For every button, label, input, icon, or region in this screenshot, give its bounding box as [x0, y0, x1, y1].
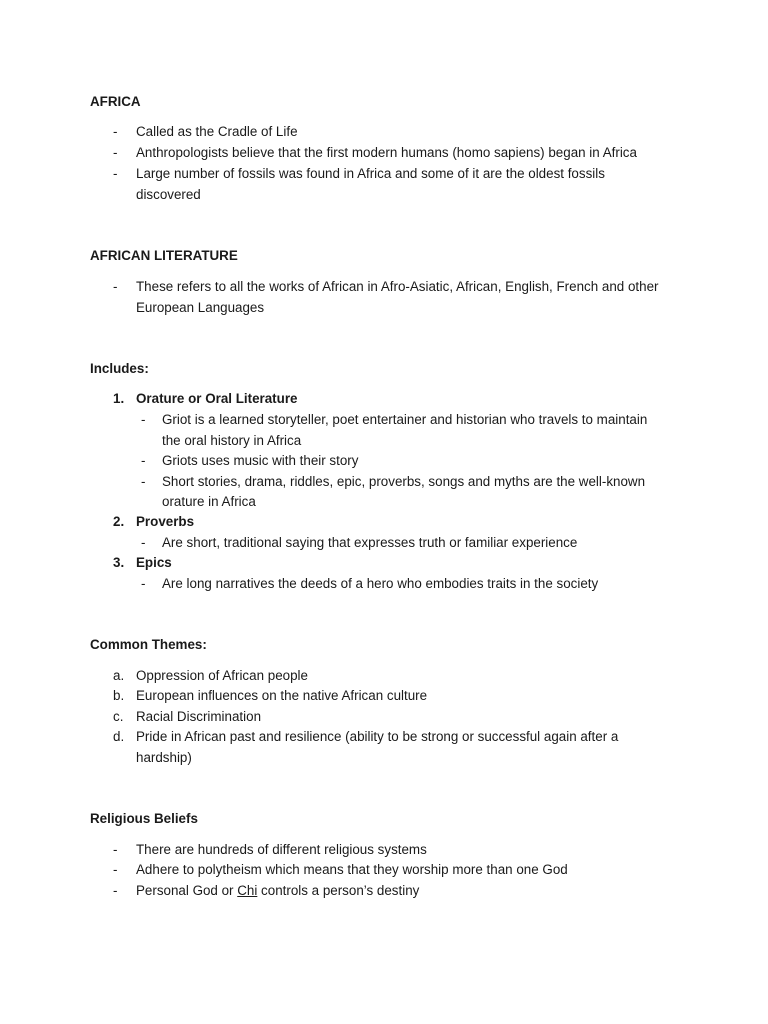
list-letter: c.: [113, 709, 124, 724]
bullet-text: Short stories, drama, riddles, epic, proverbs, songs and myths are the well-known: [162, 474, 646, 489]
list-number: 3.: [113, 555, 125, 570]
bullet-text: Called as the Cradle of Life: [136, 124, 298, 139]
bullet-text: These refers to all the works of African in Afro-Asiatic, African, English, French and other: [136, 279, 659, 294]
bullet-text-continued: the oral history in Africa: [162, 433, 302, 448]
bullet-text: Anthropologists believe that the first modern humans (homo sapiens) began in Africa: [136, 145, 637, 160]
list-item-title: Proverbs: [136, 514, 195, 529]
bullet-text-personal-god: [136, 881, 419, 901]
list-letter: d.: [113, 729, 125, 744]
list-item-text: Oppression of African people: [136, 668, 308, 683]
bullet-text: Are short, traditional saying that expresses truth or familiar experience: [162, 535, 578, 550]
list-item-title: Orature or Oral Literature: [136, 391, 298, 406]
list-item-text-continued: hardship): [136, 750, 192, 765]
bullet-text-continued: discovered: [136, 187, 201, 202]
list-number: 2.: [113, 514, 125, 529]
list-letter: a.: [113, 668, 125, 683]
bullet-dash: -: [113, 166, 118, 181]
bullet-dash: -: [141, 453, 146, 468]
bullet-dash: -: [141, 474, 146, 489]
list-item-text: Racial Discrimination: [136, 709, 262, 724]
list-number: 1.: [113, 391, 125, 406]
bullet-dash: -: [113, 124, 118, 139]
list-item-text: European influences on the native African culture: [136, 688, 428, 703]
bullet-dash: -: [113, 862, 118, 877]
underlined-term-chi: Chi: [237, 883, 258, 898]
list-letter: b.: [113, 688, 125, 703]
list-item-title: Epics: [136, 555, 172, 570]
bullet-text: Large number of fossils was found in Africa and some of it are the oldest fossils: [136, 166, 605, 181]
bullet-dash: -: [141, 535, 146, 550]
text-segment: controls a person’s destiny: [257, 883, 420, 898]
heading-religious-beliefs: Religious Beliefs: [90, 811, 198, 826]
bullet-dash: -: [141, 576, 146, 591]
bullet-text: Are long narratives the deeds of a hero who embodies traits in the society: [162, 576, 599, 591]
bullet-text: There are hundreds of different religious systems: [136, 842, 427, 857]
bullet-text: Adhere to polytheism which means that they worship more than one God: [136, 862, 568, 877]
bullet-dash: -: [113, 883, 118, 898]
bullet-dash: -: [141, 412, 146, 427]
bullet-dash: -: [113, 145, 118, 160]
bullet-dash: -: [113, 279, 118, 294]
bullet-text-continued: orature in Africa: [162, 494, 256, 509]
list-item-text: Pride in African past and resilience (ability to be strong or successful again after a: [136, 729, 619, 744]
heading-common-themes: Common Themes:: [90, 637, 207, 652]
bullet-text-continued: European Languages: [136, 300, 265, 315]
bullet-text: Griots uses music with their story: [162, 453, 359, 468]
bullet-text: Griot is a learned storyteller, poet entertainer and historian who travels to maintain: [162, 412, 648, 427]
heading-africa: AFRICA: [90, 94, 141, 109]
heading-african-literature: AFRICAN LITERATURE: [90, 248, 238, 263]
bullet-dash: -: [113, 842, 118, 857]
heading-includes: Includes:: [90, 361, 149, 376]
text-segment: Personal God or: [136, 883, 238, 898]
